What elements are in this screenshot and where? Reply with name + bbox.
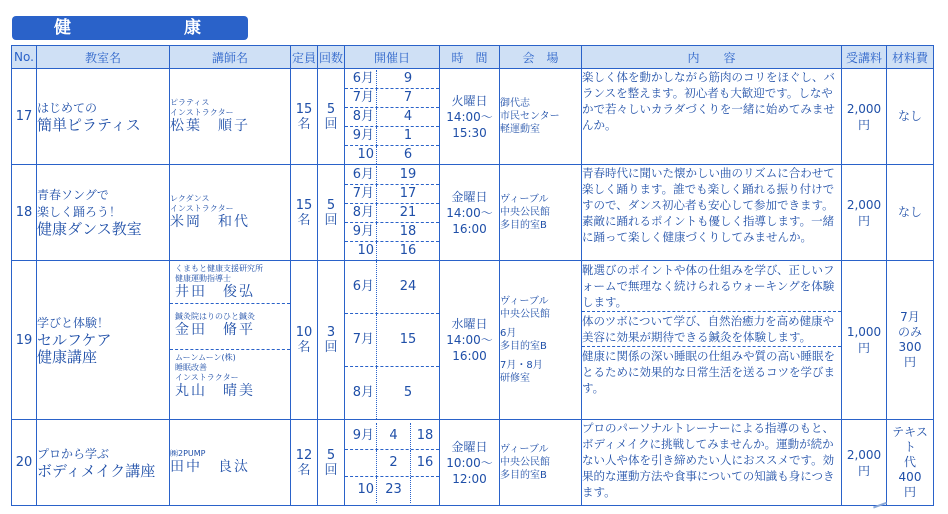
content-cell (582, 261, 842, 420)
lecturer-role2: インストラクター (170, 204, 234, 213)
content-block: 体のツボについて学び、自然治癒力を高め健康や美容に効果が期待できる鍼灸を体験します。 (582, 311, 841, 346)
venue-cell (500, 69, 582, 165)
course-name-sub: 学びと体験！ (37, 315, 110, 330)
dates-cell (345, 261, 440, 420)
lecturer-name: 米岡 和代 (170, 214, 250, 230)
lecturer-cell (170, 261, 291, 420)
date-day: 18 (376, 223, 439, 241)
venue-line: 中央公民館 (500, 207, 550, 218)
date-row (345, 88, 439, 107)
date-day: 21 (376, 204, 439, 222)
venue-line: 多目的室B (500, 220, 547, 231)
date-row (345, 184, 439, 203)
date-row (345, 107, 439, 126)
date-row (345, 241, 439, 260)
capacity-value: 12 (295, 447, 313, 463)
date-row (345, 423, 439, 449)
count-cell (318, 420, 345, 506)
date-row (345, 476, 439, 503)
header-lecturer: 講師名 (170, 46, 291, 69)
content-block: 靴選びのポイントや体の仕組みを学び、正しいフォームで無理なく続けられるウォーキングを体験します。 (582, 263, 835, 309)
course-name-main2: 健康講座 (37, 347, 98, 366)
header-dates: 開催日 (345, 46, 440, 69)
course-name (37, 165, 170, 261)
course-name (37, 261, 170, 420)
date-month: 10 (357, 146, 374, 162)
lecturer-block (170, 349, 290, 402)
header-material: 材料費 (887, 46, 934, 69)
material-cell (887, 420, 934, 506)
table-row (12, 261, 934, 420)
lecturer-role: くまもと健康支援研究所 (175, 264, 263, 273)
count-unit: 回 (324, 212, 338, 228)
date-row (345, 261, 439, 313)
table-row (12, 69, 934, 165)
fee-cell (842, 69, 887, 165)
material-cell: なし (887, 69, 934, 165)
header-capacity: 定員 (291, 46, 318, 69)
lecturer-name: 田中 良汰 (170, 459, 250, 475)
section-title-bar (12, 16, 248, 40)
header-fee: 受講料 (842, 46, 887, 69)
dates-cell (345, 69, 440, 165)
date-day: 4 (376, 423, 410, 449)
header-time: 時 間 (440, 46, 500, 69)
lecturer-name: 井田 俊弘 (175, 284, 255, 300)
content-cell: 楽しく体を動かしながら筋肉のコリをほぐし、バランスを整えます。初心者も大歓迎です。しなやかで若々しいカラダづくりを一緒に始めてみませんか。 (582, 69, 842, 165)
lecturer-block (170, 261, 290, 303)
capacity-unit: 名 (297, 462, 311, 478)
date-month: 6月 (352, 279, 374, 294)
date-month: 9月 (352, 127, 374, 143)
end-time: 16:00 (452, 221, 487, 236)
table-row (12, 420, 934, 506)
count-cell (318, 261, 345, 420)
section-title-part1: 健 (54, 18, 71, 38)
fee-value: 2,000 (846, 101, 882, 116)
header-no: No. (12, 46, 37, 69)
course-name (37, 420, 170, 506)
time-cell (440, 261, 500, 420)
date-month: 8月 (352, 108, 374, 124)
capacity-value: 15 (295, 101, 313, 117)
date-day: 9 (376, 70, 439, 88)
date-day: 4 (376, 108, 439, 126)
date-day: 7 (376, 89, 439, 107)
venue-cell (500, 165, 582, 261)
lecturer-cell (170, 165, 291, 261)
date-month: 7月 (352, 89, 374, 105)
fee-unit: 円 (857, 117, 870, 132)
count-value: 5 (326, 447, 336, 463)
lecturer-role2: インストラクター (170, 108, 234, 117)
course-table (11, 45, 934, 506)
weekday: 金曜日 (451, 189, 488, 204)
material-line: 円 (903, 485, 916, 499)
course-name-sub: はじめての (37, 100, 98, 115)
venue-cell (500, 420, 582, 506)
dates-cell (345, 165, 440, 261)
end-time: 15:30 (452, 125, 487, 140)
content-cell: プロのパーソナルトレーナーによる指導のもと、ボディメイクに挑戦してみませんか。運動が続かない人や体を引き締めたい人におススメです。効果的な運動方法や食事についての知識も身につきます。 (582, 420, 842, 506)
weekday: 火曜日 (451, 93, 488, 108)
date-month: 9月 (352, 223, 374, 239)
date-day (410, 477, 439, 503)
course-name-sub2: 楽しく踊ろう！ (37, 205, 122, 219)
date-day: 5 (376, 367, 439, 419)
fee-value: 1,000 (846, 325, 882, 339)
lecturer-name: 金田 脩平 (175, 322, 255, 338)
venue-line: 多目的室B (500, 341, 547, 352)
count-unit: 回 (324, 116, 338, 132)
time-cell (440, 69, 500, 165)
course-name-main: セルフケア (37, 330, 112, 349)
lecturer-role3: インストラクター (175, 373, 239, 382)
material-cell (887, 261, 934, 420)
weekday: 金曜日 (451, 439, 488, 454)
count-cell (318, 69, 345, 165)
time-cell (440, 165, 500, 261)
count-cell (318, 165, 345, 261)
material-line: 代 (903, 455, 916, 469)
count-value: 5 (326, 197, 336, 213)
date-month: 7月 (352, 185, 374, 201)
header-row (12, 46, 934, 69)
date-day: 16 (376, 242, 439, 260)
date-row (345, 449, 439, 476)
capacity-value: 15 (295, 197, 313, 213)
fee-unit: 円 (857, 463, 870, 478)
date-day: 16 (410, 450, 439, 476)
course-name-sub: プロから学ぶ (37, 446, 110, 461)
course-name (37, 69, 170, 165)
section-title-part2: 康 (184, 18, 201, 38)
time-cell (440, 420, 500, 506)
end-time: 12:00 (452, 471, 487, 486)
venue-line: ヴィーブル (500, 296, 549, 307)
venue-line: 多目的室B (500, 470, 547, 481)
course-name-main: ボディメイク講座 (37, 461, 156, 480)
date-day: 15 (376, 314, 439, 366)
venue-line: 7月・8月 (500, 360, 543, 371)
date-row (345, 126, 439, 145)
material-line: のみ (897, 325, 922, 339)
date-row (345, 313, 439, 366)
date-day: 18 (410, 423, 439, 449)
capacity-cell (291, 165, 318, 261)
header-name: 教室名 (37, 46, 170, 69)
count-value: 5 (326, 101, 336, 117)
date-day: 19 (376, 166, 439, 184)
venue-line: 研修室 (500, 373, 530, 384)
lecturer-name: 丸山 晴美 (175, 383, 255, 399)
venue-line: 中央公民館 (500, 457, 550, 468)
date-row (345, 166, 439, 184)
fee-value: 2,000 (846, 447, 882, 462)
lecturer-role: ムーンムーン(株) (175, 353, 236, 362)
date-month: 8月 (352, 385, 374, 400)
capacity-value: 10 (295, 325, 313, 340)
capacity-cell (291, 261, 318, 420)
venue-line: ヴィーブル (500, 194, 549, 205)
weekday: 水曜日 (451, 317, 488, 331)
date-day: 24 (376, 261, 439, 313)
material-line: 円 (903, 355, 916, 369)
lecturer-role2: 健康運動指導士 (175, 274, 231, 283)
venue-line: 御代志 (500, 98, 530, 109)
date-month (345, 450, 376, 476)
date-row (345, 70, 439, 88)
course-name-sub: 青春ソングで (37, 188, 109, 202)
lecturer-role: ㈱2PUMP (170, 449, 206, 458)
capacity-unit: 名 (297, 116, 311, 132)
start-time: 14:00～ (446, 333, 493, 347)
fee-unit: 円 (857, 213, 870, 228)
capacity-unit: 名 (297, 340, 311, 355)
date-month: 8月 (352, 204, 374, 220)
header-count: 回数 (318, 46, 345, 69)
material-line: 7月 (900, 310, 920, 324)
capacity-unit: 名 (297, 212, 311, 228)
date-month: 10 (357, 242, 374, 258)
course-number: 17 (12, 69, 37, 165)
date-month: 6月 (352, 166, 374, 182)
date-day: 17 (376, 185, 439, 203)
start-time: 10:00～ (446, 455, 493, 470)
dates-cell (345, 420, 440, 506)
count-unit: 回 (324, 340, 338, 355)
venue-cell (500, 261, 582, 420)
date-row (345, 203, 439, 222)
table-row (12, 165, 934, 261)
course-number: 18 (12, 165, 37, 261)
count-unit: 回 (324, 462, 338, 478)
date-day: 23 (376, 477, 410, 503)
date-month: 6月 (352, 70, 374, 86)
date-row (345, 366, 439, 419)
course-number: 20 (12, 420, 37, 506)
fee-cell (842, 261, 887, 420)
lecturer-role: 鍼灸院はりのひと鍼灸 (175, 312, 255, 321)
content-cell: 青春時代に聞いた懐かしい曲のリズムに合わせて楽しく踊ります。誰でも楽しく踊れる振り付けですので、ダンス初心者も安心して参加できます。素敵に踊れるポイントも優しく指導します。一緒に踊って楽しく健康づくりしてみませんか。 (582, 165, 842, 261)
lecturer-cell (170, 420, 291, 506)
venue-line: ヴィーブル (500, 444, 549, 455)
lecturer-block (170, 303, 290, 349)
material-line: 400 (898, 470, 922, 484)
end-time: 16:00 (452, 349, 487, 363)
count-value: 3 (326, 325, 336, 340)
venue-line: 6月 (500, 328, 517, 339)
course-name-main: 健康ダンス教室 (37, 220, 142, 238)
material-line: テキスト (892, 425, 928, 454)
date-row (345, 222, 439, 241)
lecturer-name: 松葉 順子 (170, 118, 250, 134)
date-day: 6 (376, 146, 439, 164)
material-cell: なし (887, 165, 934, 261)
lecturer-role: ピラティス (170, 98, 210, 107)
date-month: 10 (357, 481, 374, 497)
venue-line: 中央公民館 (500, 309, 550, 320)
lecturer-cell (170, 69, 291, 165)
capacity-cell (291, 420, 318, 506)
content-block: 健康に関係の深い睡眠の仕組みや質の高い睡眠をとるために効果的な日常生活を送るコツを学びます。 (582, 346, 841, 397)
date-day: 2 (376, 450, 410, 476)
course-name-main: 簡単ピラティス (37, 115, 141, 134)
lecturer-role: レクダンス (170, 194, 210, 203)
lecturer-role2: 睡眠改善 (175, 363, 207, 372)
fee-cell (842, 420, 887, 506)
date-day: 1 (376, 127, 439, 145)
date-month: 7月 (352, 332, 374, 347)
start-time: 14:00～ (446, 109, 493, 124)
fee-unit: 円 (857, 341, 870, 355)
fee-value: 2,000 (846, 197, 882, 212)
venue-line: 市民センター (500, 111, 560, 122)
venue-line: 軽運動室 (500, 124, 540, 135)
course-number: 19 (12, 261, 37, 420)
material-line: 300 (898, 340, 922, 354)
date-row (345, 145, 439, 164)
start-time: 14:00～ (446, 205, 493, 220)
header-content: 内 容 (582, 46, 842, 69)
fee-cell (842, 165, 887, 261)
capacity-cell (291, 69, 318, 165)
header-venue: 会 場 (500, 46, 582, 69)
date-month: 9月 (352, 427, 374, 443)
